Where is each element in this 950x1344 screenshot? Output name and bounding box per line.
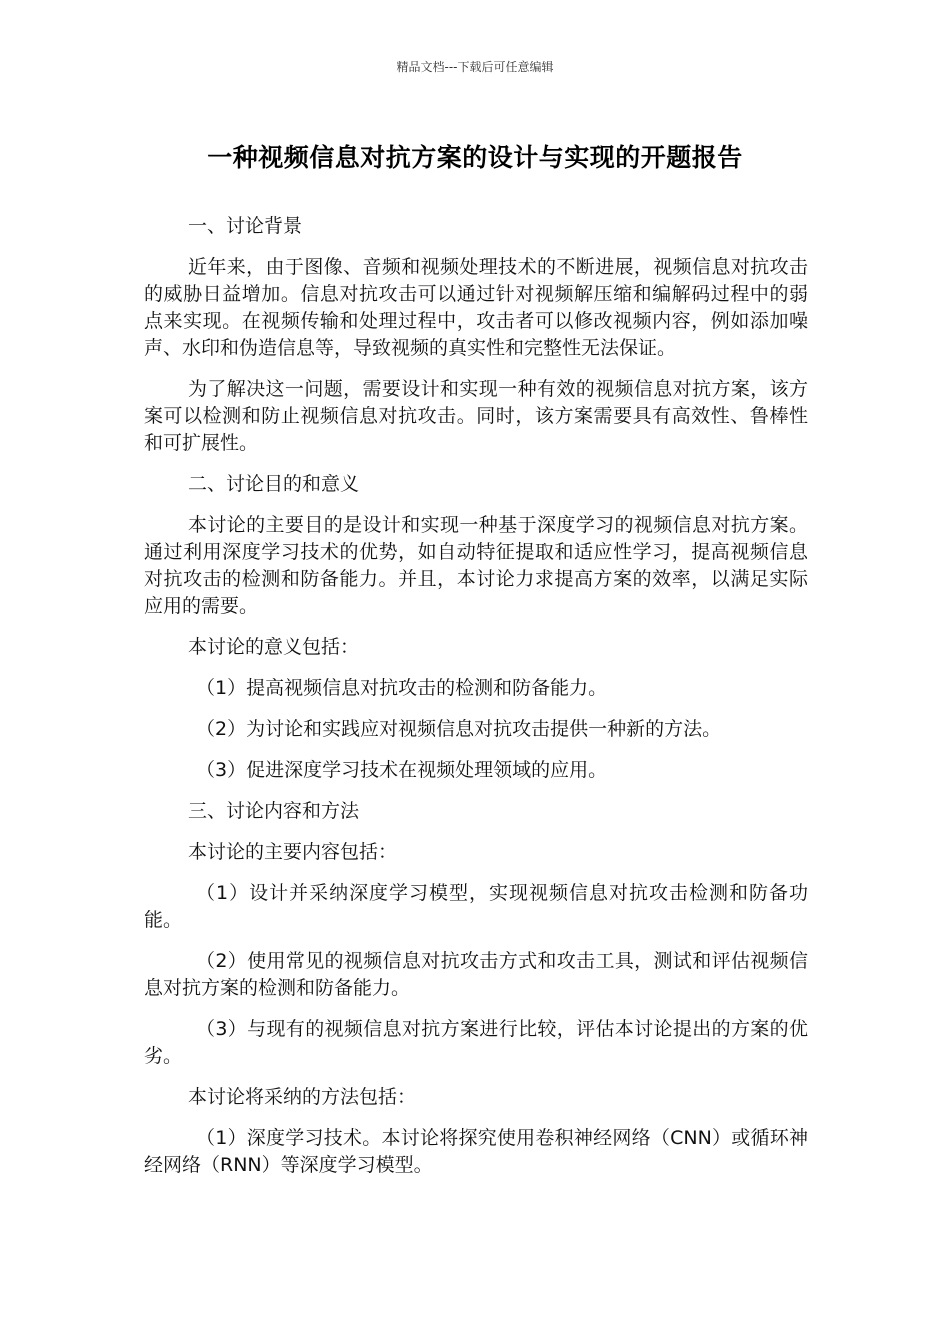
page-header-note: 精品文档---下载后可任意编辑 [396,60,554,74]
paragraph-methods-intro: 本讨论将采纳的方法包括： [188,1086,417,1108]
list-item-significance: （1）提高视频信息对抗攻击的检测和防备能力。 [196,677,608,699]
section-heading-content-methods: 三、讨论内容和方法 [188,800,360,822]
paragraph-significance-intro: 本讨论的意义包括： [188,636,360,658]
list-item-content: （2）使用常见的视频信息对抗攻击方式和攻击工具，测试和评估视频信息对抗方案的检测和防备能力。 [144,950,808,999]
section-heading-background: 一、讨论背景 [188,215,303,237]
paragraph-purpose-1: 本讨论的主要目的是设计和实现一种基于深度学习的视频信息对抗方案。通过利用深度学习技术的优势，如自动特征提取和适应性学习，提高视频信息对抗攻击的检测和防备能力。并且，本讨论力求提高方案的效率，以满足实际应用的需要。 [144,514,808,617]
section-heading-purpose: 二、讨论目的和意义 [188,473,360,495]
document-title: 一种视频信息对抗方案的设计与实现的开题报告 [207,143,743,172]
list-item-content: （1）设计并采纳深度学习模型，实现视频信息对抗攻击检测和防备功能。 [144,882,808,931]
list-item-significance: （2）为讨论和实践应对视频信息对抗攻击提供一种新的方法。 [196,718,722,740]
list-item-significance: （3）促进深度学习技术在视频处理领域的应用。 [196,759,608,781]
paragraph-content-intro: 本讨论的主要内容包括： [188,841,398,863]
paragraph-background-2: 为了解决这一问题，需要设计和实现一种有效的视频信息对抗方案，该方案可以检测和防止视频信息对抗攻击。同时，该方案需要具有高效性、鲁棒性和可扩展性。 [144,378,808,454]
list-item-content: （3）与现有的视频信息对抗方案进行比较，评估本讨论提出的方案的优劣。 [144,1018,808,1067]
paragraph-background-1: 近年来，由于图像、音频和视频处理技术的不断进展，视频信息对抗攻击的威胁日益增加。信息对抗攻击可以通过针对视频解压缩和编解码过程中的弱点来实现。在视频传输和处理过程中，攻击者可以修改视频内容，例如添加噪声、水印和伪造信息等，导致视频的真实性和完整性无法保证。 [144,256,808,359]
list-item-method: （1）深度学习技术。本讨论将探究使用卷积神经网络（CNN）或循环神经网络（RNN）等深度学习模型。 [144,1127,808,1176]
document-body [144,213,808,1193]
